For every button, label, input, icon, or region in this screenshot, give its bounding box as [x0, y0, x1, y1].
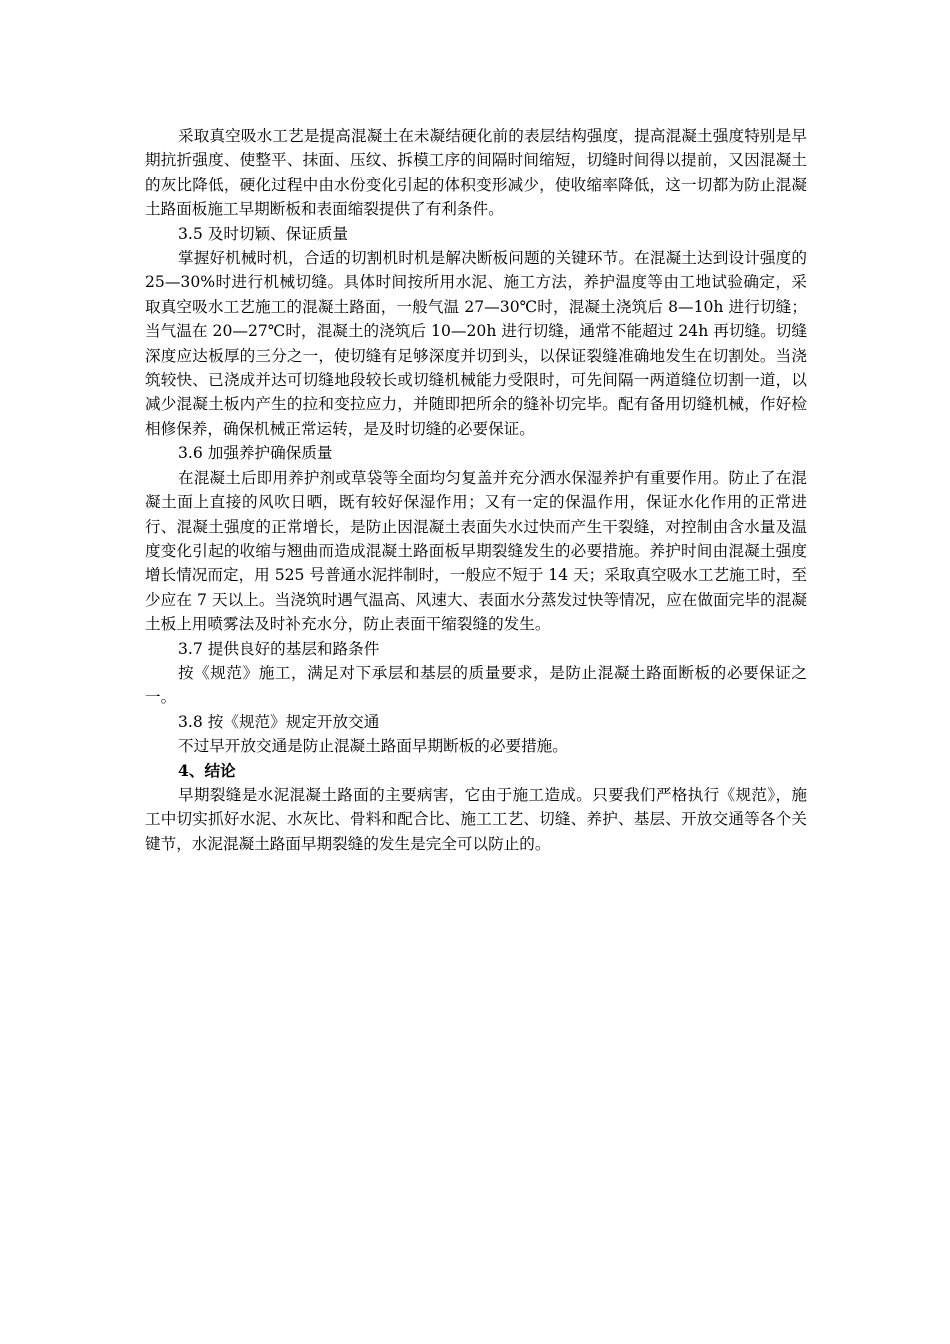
heading-3-6: 3.6 加强养护确保质量 [178, 444, 333, 463]
paragraph-vacuum-process: 采取真空吸水工艺是提高混凝土在未凝结硬化前的表层结构强度，提高混凝土强度特别是早期抗折强度、使整平、抹面、压纹、拆模工序的间隔时间缩短，切缝时间得以提前，又因混凝土的灰比降低，硬化过程中由水份变化引起的体积变形减少，使收缩率降低，这一切都为防止混凝土路面板施工早期断板和表面缩裂提供了有利条件。 [145, 127, 807, 219]
heading-3-5: 3.5 及时切颖、保证质量 [178, 224, 349, 243]
paragraph-traffic-opening: 不过早开放交通是防止混凝土路面早期断板的必要措施。 [178, 737, 568, 756]
heading-3-7: 3.7 提供良好的基层和路条件 [178, 639, 380, 658]
heading-3-8: 3.8 按《规范》规定开放交通 [178, 712, 380, 731]
heading-conclusion: 4、结论 [178, 760, 236, 780]
paragraph-cutting-timing: 掌握好机械时机，合适的切割机时机是解决断板问题的关键环节。在混凝土达到设计强度的 25—30%时进行机械切缝。具体时间按所用水泥、施工方法，养护温度等由工地试验确定，采取真空吸水工艺施工的混凝土路面，一般气温 27—30℃时，混凝土浇筑后 8—10h 进行切缝；当气温在 20—27℃时，混凝土的浇筑后 10—20h 进行切缝，通常不能超过 24h 再切缝。切缝深度应达板厚的三分之一，使切缝有足够深度并切到头，以保证裂缝准确地发生在切割处。当浇筑较快、已浇成并达可切缝地段较长或切缝机械能力受限时，可先间隔一两道缝位切割一道，以减少混凝土板内产生的拉和变拉应力，并随即把所余的缝补切完毕。配有备用切缝机械，作好检相修保养，确保机械正常运转，是及时切缝的必要保证。 [145, 249, 807, 438]
paragraph-conclusion: 早期裂缝是水泥混凝土路面的主要病害，它由于施工造成。只要我们严格执行《规范》，施工中切实抓好水泥、水灰比、骨料和配合比、施工工艺、切缝、养护、基层、开放交通等各个关键节，水泥混凝土路面早期裂缝的发生是完全可以防止的。 [145, 785, 807, 853]
paragraph-base-layer: 按《规范》施工，满足对下承层和基层的质量要求，是防止混凝土路面断板的必要保证之一。 [145, 663, 807, 707]
paragraph-curing: 在混凝土后即用养护剂或草袋等全面均匀复盖并充分洒水保湿养护有重要作用。防止了在混凝土面上直接的风吹日晒，既有较好保湿作用；又有一定的保温作用，保证水化作用的正常进行、混凝土强度的正常增长，是防止因混凝土表面失水过快而产生干裂缝，对控制由含水量及温度变化引起的收缩与翘曲而造成混凝土路面板早期裂缝发生的必要措施。养护时间由混凝土强度增长情况而定，用 525 号普通水泥拌制时，一般应不短于 14 天；采取真空吸水工艺施工时，至少应在 7 天以上。当浇筑时遇气温高、风速大、表面水分蒸发过快等情况，应在做面完毕的混凝土板上用喷雾法及时补充水分，防止表面干缩裂缝的发生。 [145, 468, 807, 634]
document-body [145, 124, 807, 856]
